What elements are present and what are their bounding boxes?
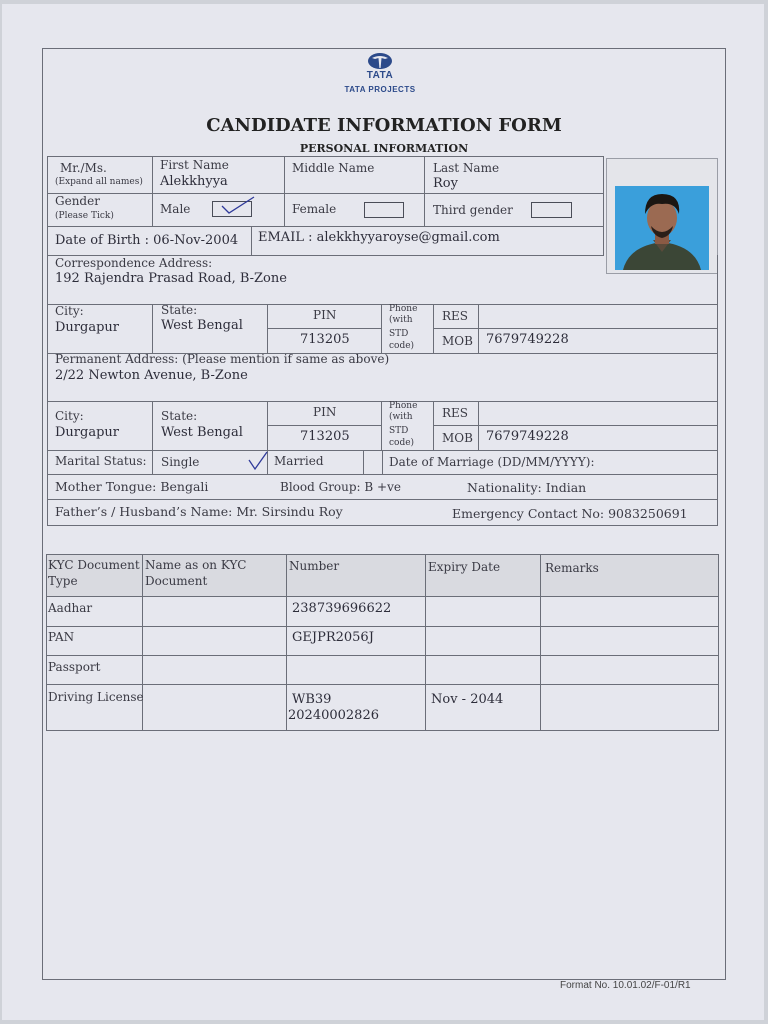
perm-phone-label-4: code) — [389, 438, 415, 448]
date-of-marriage-label: Date of Marriage (DD/MM/YYYY): — [389, 455, 595, 469]
gender-third-label: Third gender — [433, 203, 513, 217]
kyc-row-type: Aadhar — [48, 601, 93, 615]
father-husband-name: Father’s / Husband’s Name: Mr. Sirsindu Roy — [55, 504, 343, 519]
corr-state-label: State: — [161, 303, 198, 317]
kyc-row-number-cont[interactable]: 20240002826 — [288, 708, 379, 723]
kyc-row-type: Passport — [48, 660, 101, 674]
corr-pin-label: PIN — [313, 308, 337, 322]
checkmark-icon — [247, 450, 269, 472]
corr-pin-field[interactable]: 713205 — [300, 332, 350, 347]
corr-phone-label-4: code) — [389, 341, 415, 351]
nationality: Nationality: Indian — [467, 480, 587, 495]
kyc-row-expiry[interactable]: Nov - 2044 — [431, 692, 504, 707]
marital-single-option[interactable]: Single — [161, 455, 200, 469]
logo-brand: TATA — [366, 70, 394, 81]
correspondence-address-field[interactable]: 192 Rajendra Prasad Road, B-Zone — [55, 271, 287, 286]
kyc-row-number[interactable]: GEJPR2056J — [292, 630, 374, 645]
date-of-birth[interactable]: Date of Birth : 06-Nov-2004 — [55, 233, 239, 248]
perm-phone-label-1: Phone — [389, 401, 418, 411]
kyc-row-number[interactable]: 238739696622 — [292, 601, 392, 616]
gender-third-checkbox[interactable] — [531, 202, 572, 218]
gender-female-label: Female — [292, 202, 337, 216]
perm-pin-field[interactable]: 713205 — [300, 429, 350, 444]
kyc-row-number[interactable]: WB39 — [292, 692, 332, 707]
corr-phone-label-2: (with — [389, 315, 413, 325]
salutation-hint: (Expand all names) — [55, 177, 143, 187]
salutation-label: Mr./Ms. — [60, 161, 107, 175]
kyc-header-remarks: Remarks — [545, 561, 599, 575]
perm-mob-field[interactable]: 7679749228 — [486, 429, 569, 444]
marital-status-label: Marital Status: — [55, 454, 147, 468]
form-title: CANDIDATE INFORMATION FORM — [206, 115, 562, 136]
gender-female-checkbox[interactable] — [364, 202, 404, 218]
email-field[interactable]: EMAIL : alekkhyyaroyse@gmail.com — [258, 230, 500, 245]
corr-city-label: City: — [55, 304, 84, 318]
first-name-label: First Name — [160, 158, 229, 172]
perm-mob-label: MOB — [442, 431, 473, 445]
format-number: Format No. 10.01.02/F-01/R1 — [560, 980, 691, 991]
marital-married-option[interactable]: Married — [274, 454, 324, 468]
tata-emblem-icon — [367, 52, 393, 70]
tata-logo — [340, 52, 420, 96]
permanent-address-field[interactable]: 2/22 Newton Avenue, B-Zone — [55, 368, 248, 383]
perm-phone-label-2: (with — [389, 412, 413, 422]
correspondence-address-label: Correspondence Address: — [55, 256, 213, 270]
kyc-header-name-1: Name as on KYC — [145, 558, 247, 572]
permanent-address-label: Permanent Address: (Please mention if same as above) — [55, 352, 390, 366]
perm-pin-label: PIN — [313, 405, 337, 419]
first-name-field[interactable]: Alekkhyya — [160, 174, 228, 189]
corr-res-label: RES — [442, 309, 469, 323]
perm-state-field[interactable]: West Bengal — [161, 425, 243, 440]
perm-city-field[interactable]: Durgapur — [55, 425, 119, 440]
perm-res-label: RES — [442, 406, 469, 420]
perm-phone-label-3: STD — [389, 426, 409, 436]
corr-state-field[interactable]: West Bengal — [161, 318, 243, 333]
kyc-row-type: Driving License — [48, 690, 144, 704]
last-name-label: Last Name — [433, 161, 500, 175]
kyc-header-type-1: KYC Document — [48, 558, 140, 572]
mother-tongue: Mother Tongue: Bengali — [55, 479, 209, 494]
gender-male-label: Male — [160, 202, 191, 216]
corr-mob-field[interactable]: 7679749228 — [486, 332, 569, 347]
kyc-header-number: Number — [289, 559, 340, 573]
gender-label: Gender — [55, 194, 100, 208]
kyc-header-type-2: Type — [48, 574, 78, 588]
perm-state-label: State: — [161, 409, 198, 423]
corr-phone-label-1: Phone — [389, 304, 418, 314]
logo-subtitle: TATA PROJECTS — [344, 85, 416, 94]
last-name-field[interactable]: Roy — [433, 176, 458, 191]
section-title: PERSONAL INFORMATION — [299, 142, 469, 155]
corr-mob-label: MOB — [442, 334, 473, 348]
blood-group: Blood Group: B +ve — [280, 480, 401, 494]
kyc-header-name-2: Document — [145, 574, 208, 588]
corr-phone-label-3: STD — [389, 329, 409, 339]
kyc-header-expiry: Expiry Date — [428, 560, 501, 574]
checkmark-icon — [218, 194, 258, 216]
emergency-contact: Emergency Contact No: 9083250691 — [452, 506, 688, 521]
corr-city-field[interactable]: Durgapur — [55, 320, 119, 335]
kyc-row-type: PAN — [48, 630, 75, 644]
gender-hint: (Please Tick) — [55, 211, 114, 221]
perm-city-label: City: — [55, 409, 84, 423]
middle-name-label: Middle Name — [292, 161, 375, 175]
